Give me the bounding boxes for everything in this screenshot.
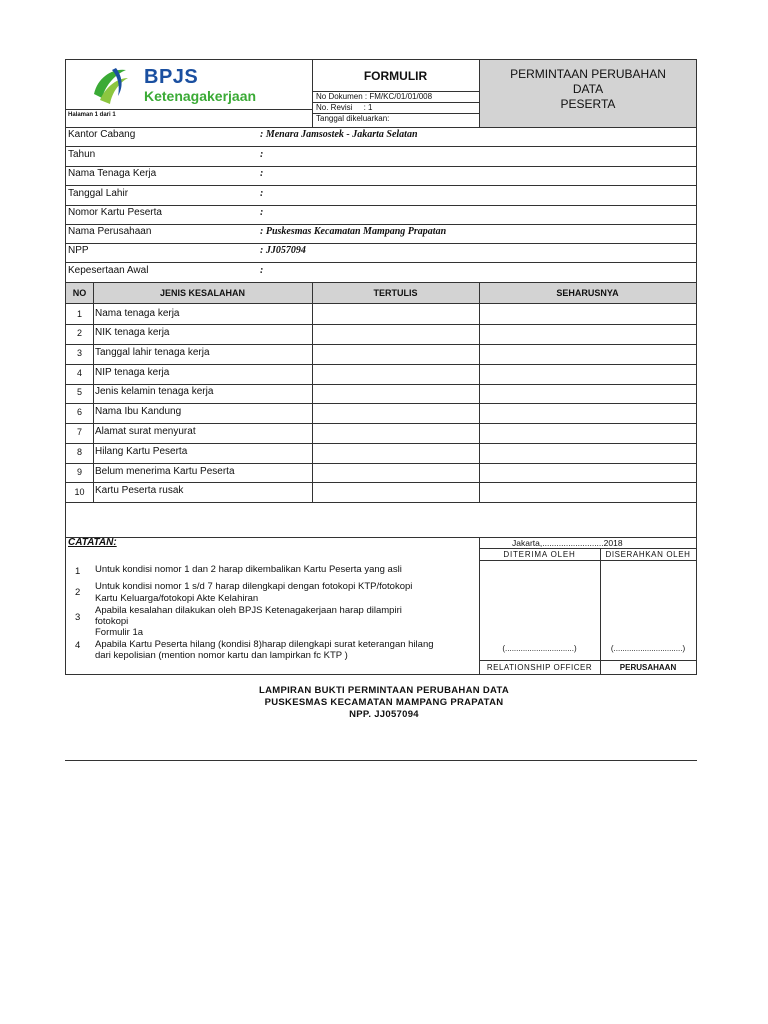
role-officer: RELATIONSHIP OFFICER	[486, 663, 593, 672]
field-value: :	[260, 168, 264, 179]
received-by-label: DITERIMA OLEH	[503, 550, 576, 559]
handed-by-label: DISERAHKAN OLEH	[605, 550, 691, 559]
attachment-caption	[0, 685, 768, 721]
caption-line-1: LAMPIRAN BUKTI PERMINTAAN PERUBAHAN DATA	[258, 685, 509, 696]
row-number: 10	[74, 487, 85, 497]
row-number: 2	[76, 328, 82, 338]
notes-title: CATATAN:	[68, 537, 117, 548]
row-error-type: Alamat surat menyurat	[95, 426, 196, 437]
title-line-2: DATA	[572, 82, 604, 96]
row-number: 5	[76, 387, 82, 397]
row-number: 6	[76, 407, 82, 417]
cut-line	[65, 760, 697, 761]
row-error-type: Belum menerima Kartu Peserta	[95, 466, 235, 477]
row-error-type: NIP tenaga kerja	[95, 367, 170, 378]
col-header-jenis: JENIS KESALAHAN	[159, 288, 245, 298]
row-number: 7	[76, 427, 82, 437]
note-text: Apabila Kartu Peserta hilang (kondisi 8)harap dilengkapi surat keterangan hilang	[95, 639, 434, 650]
note-text: Apabila kesalahan dilakukan oleh BPJS Ketenagakerjaan harap dilampiri	[95, 605, 402, 616]
field-value: :	[260, 207, 264, 218]
table-header	[66, 282, 696, 304]
row-number: 3	[76, 348, 82, 358]
field-label: Nama Perusahaan	[68, 226, 152, 237]
formulir-label: FORMULIR	[363, 69, 428, 83]
document-number: No Dokumen : FM/KC/01/01/008	[316, 92, 433, 101]
logo-sub-text: Ketenagakerjaan	[144, 88, 257, 104]
row-error-type: Nama tenaga kerja	[95, 308, 180, 319]
signature-blank-company: (...............................)	[610, 644, 686, 653]
field-label: Kepesertaan Awal	[68, 265, 149, 276]
row-error-type: Nama Ibu Kandung	[95, 406, 182, 417]
revision-number: No. Revisi : 1	[316, 103, 373, 112]
field-value: :	[260, 149, 264, 160]
change-request-form	[65, 59, 697, 675]
issue-date-label: Tanggal dikeluarkan:	[316, 114, 390, 123]
title-line-3: PESERTA	[560, 97, 616, 111]
field-label: Kantor Cabang	[68, 129, 136, 140]
place-date: Jakarta,..........................2018	[512, 538, 623, 548]
row-number: 9	[76, 467, 82, 477]
note-number: 1	[75, 566, 81, 577]
field-value: : JJ057094	[260, 245, 306, 256]
row-number: 8	[76, 447, 82, 457]
col-header-seharusnya: SEHARUSNYA	[556, 288, 619, 298]
title-line-1: PERMINTAAN PERUBAHAN	[510, 67, 666, 81]
field-value: : Puskesmas Kecamatan Mampang Prapatan	[260, 226, 447, 237]
signature-blank-officer: (...............................)	[502, 644, 577, 653]
row-number: 1	[76, 309, 82, 319]
row-number: 4	[76, 368, 82, 378]
col-header-tertulis: TERTULIS	[373, 288, 418, 298]
note-text: Untuk kondisi nomor 1 dan 2 harap dikembalikan Kartu Peserta yang asli	[95, 564, 402, 575]
bpjs-logo	[88, 64, 288, 108]
role-company: PERUSAHAAN	[619, 663, 677, 672]
note-text: dari kepolisian (mention nomor kartu dan lampirkan fc KTP )	[95, 650, 348, 661]
field-value: : Menara Jamsostek - Jakarta Selatan	[260, 129, 418, 140]
note-text: fotokopi	[95, 616, 129, 627]
field-label: Tanggal Lahir	[68, 188, 129, 199]
row-error-type: Hilang Kartu Peserta	[95, 446, 188, 457]
logo-bpjs-text: BPJS	[144, 66, 199, 88]
form-title	[480, 60, 696, 127]
note-text: Formulir 1a	[95, 627, 144, 638]
field-value: :	[260, 188, 264, 199]
note-number: 2	[75, 587, 81, 598]
field-label: Tahun	[68, 149, 96, 160]
note-number: 3	[75, 612, 81, 623]
note-text: Kartu Keluarga/fotokopi Akte Kelahiran	[95, 593, 259, 604]
field-label: Nama Tenaga Kerja	[68, 168, 157, 179]
row-error-type: Kartu Peserta rusak	[95, 485, 184, 496]
row-error-type: Tanggal lahir tenaga kerja	[95, 347, 210, 358]
field-value: :	[260, 265, 264, 276]
caption-line-2: PUSKESMAS KECAMATAN MAMPANG PRAPATAN	[264, 697, 504, 708]
row-error-type: NIK tenaga kerja	[95, 327, 170, 338]
page-indicator: Halaman 1 dari 1	[68, 112, 116, 118]
note-number: 4	[75, 640, 81, 651]
field-label: Nomor Kartu Peserta	[68, 207, 162, 218]
col-header-no: NO	[72, 288, 87, 298]
note-text: Untuk kondisi nomor 1 s/d 7 harap dilengkapi dengan fotokopi KTP/fotokopi	[95, 581, 413, 592]
field-label: NPP	[68, 245, 89, 256]
bpjs-logo-icon	[88, 64, 132, 108]
caption-line-3: NPP. JJ057094	[349, 709, 419, 720]
row-error-type: Jenis kelamin tenaga kerja	[95, 386, 214, 397]
